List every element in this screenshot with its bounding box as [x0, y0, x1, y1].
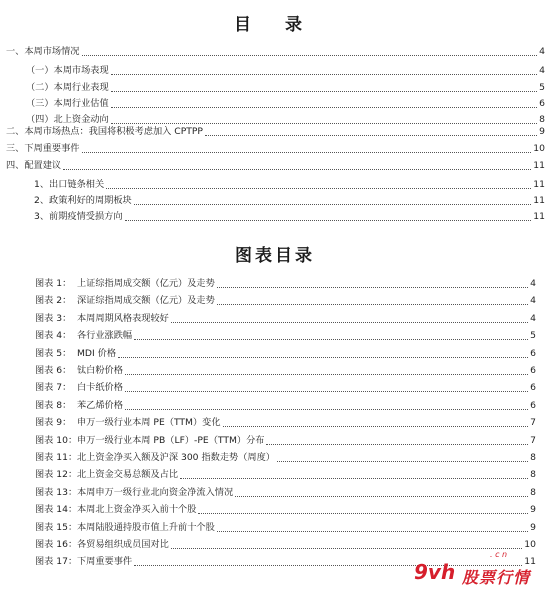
figure-entry-page: 6	[530, 399, 536, 411]
leader-dots	[111, 123, 537, 124]
figure-entry-page: 7	[530, 417, 536, 429]
toc-entry-page: 10	[533, 143, 545, 154]
figure-entry[interactable]	[35, 504, 536, 516]
figure-entry-label: MDI 价格	[77, 347, 117, 359]
leader-dots	[82, 152, 532, 153]
figure-entry[interactable]	[35, 295, 536, 307]
leader-dots	[205, 135, 537, 136]
toc-entry-label: 1、出口链条相关	[34, 179, 105, 190]
figure-entry-label: 本周陆股通持股市值上升前十个股	[77, 521, 215, 533]
leader-dots	[63, 169, 531, 170]
leader-dots	[82, 55, 538, 56]
figure-entry-page: 4	[530, 278, 536, 289]
figure-entry[interactable]	[35, 382, 536, 394]
figure-entry-page: 7	[530, 434, 536, 446]
leader-dots	[125, 391, 528, 392]
figure-entry-number: 图表 14：	[35, 504, 78, 516]
leader-dots	[223, 426, 529, 427]
figure-entry-label: 下周重要事件	[77, 556, 133, 568]
figure-entry-number: 图表 4：	[35, 330, 72, 342]
figure-entry-label: 各行业涨跌幅	[77, 330, 133, 342]
figure-entry-number: 图表 5：	[35, 347, 72, 359]
leader-dots	[125, 374, 528, 375]
figure-entry-label: 本周申万一级行业北向资金净流入情况	[77, 486, 234, 498]
leader-dots	[134, 339, 528, 340]
leader-dots	[125, 409, 528, 410]
toc-entry[interactable]	[6, 46, 545, 58]
figure-entry-number: 图表 3：	[35, 312, 72, 324]
figure-entry-page: 9	[530, 504, 536, 516]
figure-entry[interactable]	[35, 417, 536, 429]
toc-entry-page: 9	[539, 126, 545, 137]
leader-dots	[171, 322, 528, 323]
figure-entry-number: 图表 12：	[35, 469, 78, 481]
figure-entry[interactable]	[35, 487, 536, 499]
figure-entry-label: 申万一级行业本周 PB（LF）-PE（TTM）分布	[77, 434, 265, 446]
toc-entry[interactable]	[26, 114, 545, 126]
toc-entry[interactable]	[34, 195, 545, 207]
figure-entry-label: 上证综指周成交额（亿元）及走势	[77, 278, 215, 289]
toc-entry-page: 11	[533, 160, 545, 171]
figure-entry-number: 图表 9：	[35, 417, 72, 429]
leader-dots	[134, 204, 532, 205]
figure-list-title: 图表目录	[235, 246, 315, 266]
leader-dots	[235, 496, 528, 497]
figure-entry[interactable]	[35, 435, 536, 447]
figure-entry-number: 图表 10：	[35, 434, 78, 446]
figure-entry[interactable]	[35, 365, 536, 377]
watermark-text: 股票行情	[462, 568, 531, 587]
toc-entry-page: 4	[539, 65, 545, 76]
figure-entry-label: 本周周期风格表现较好	[77, 312, 169, 324]
figure-entry-number: 图表 7：	[35, 382, 72, 394]
figure-entry[interactable]	[35, 313, 536, 325]
leader-dots	[171, 548, 522, 549]
leader-dots	[125, 220, 532, 221]
leader-dots	[111, 91, 537, 92]
toc-entry-page: 11	[533, 179, 545, 190]
figure-entry-page: 6	[530, 382, 536, 394]
figure-entry[interactable]	[35, 469, 536, 481]
leader-dots	[217, 287, 528, 288]
figure-entry-label: 深证综指周成交额（亿元）及走势	[77, 295, 215, 307]
leader-dots	[111, 74, 537, 75]
leader-dots	[180, 478, 528, 479]
leader-dots	[106, 188, 531, 189]
leader-dots	[118, 357, 528, 358]
figure-entry-label: 申万一级行业本周 PE（TTM）变化	[77, 417, 221, 429]
toc-entry-label: 一、本周市场情况	[6, 46, 80, 57]
leader-dots	[217, 531, 528, 532]
figure-entry-number: 图表 6：	[35, 365, 72, 376]
figure-entry[interactable]	[35, 539, 536, 551]
figure-entry-page: 6	[530, 365, 536, 376]
toc-entry-page: 8	[539, 114, 545, 125]
toc-entry-label: 3、前期疫情受损方向	[34, 211, 123, 222]
toc-entry[interactable]	[26, 82, 545, 94]
figure-entry-page: 5	[530, 330, 536, 342]
toc-entry-label: 四、配置建议	[6, 160, 62, 171]
toc-entry-page: 5	[539, 82, 545, 93]
watermark-domain: . c n	[490, 550, 508, 559]
leader-dots	[277, 461, 528, 462]
figure-entry-page: 4	[530, 295, 536, 307]
toc-entry[interactable]	[34, 211, 545, 223]
figure-entry-number: 图表 13：	[35, 486, 78, 498]
figure-entry[interactable]	[35, 400, 536, 412]
figure-entry-page: 8	[530, 469, 536, 481]
figure-entry-label: 本周北上资金净买入前十个股	[77, 504, 197, 516]
watermark-logo: 9vh	[414, 560, 456, 584]
figure-entry[interactable]	[35, 522, 536, 534]
figure-entry[interactable]	[35, 348, 536, 360]
figure-entry-page: 8	[530, 486, 536, 498]
figure-entry-label: 苯乙烯价格	[77, 399, 123, 411]
figure-entry-number: 图表 1：	[35, 278, 72, 289]
leader-dots	[198, 513, 528, 514]
toc-entry-label: （一）本周市场表现	[26, 65, 109, 76]
figure-entry[interactable]	[35, 556, 536, 568]
toc-entry[interactable]	[26, 65, 545, 77]
leader-dots	[266, 444, 528, 445]
toc-entry-label: 三、下周重要事件	[6, 143, 80, 154]
figure-entry-label: 各贸易组织成员国对比	[77, 539, 169, 550]
figure-entry-number: 图表 17：	[35, 556, 78, 568]
toc-entry-label: （四）北上资金动向	[26, 114, 109, 125]
figure-entry-page: 11	[524, 556, 536, 568]
figure-entry-number: 图表 11：	[35, 452, 78, 463]
toc-entry[interactable]	[34, 179, 545, 191]
figure-entry-page: 9	[530, 521, 536, 533]
toc-entry-label: 二、本周市场热点：我国将积极考虑加入 CPTPP	[6, 126, 203, 137]
toc-entry-page: 4	[539, 46, 545, 57]
figure-entry-label: 白卡纸价格	[77, 382, 123, 394]
figure-entry-label: 北上资金净买入额及沪深 300 指数走势（周度）	[77, 452, 275, 463]
toc-title: 目 录	[234, 15, 316, 35]
figure-entry-page: 8	[530, 452, 536, 463]
toc-entry-page: 11	[533, 195, 545, 206]
toc-entry[interactable]	[26, 98, 545, 110]
figure-entry-page: 6	[530, 347, 536, 359]
figure-entry-label: 钛白粉价格	[77, 365, 123, 376]
toc-entry[interactable]	[6, 143, 545, 155]
figure-entry-number: 图表 15：	[35, 521, 78, 533]
figure-entry-label: 北上资金交易总额及占比	[77, 469, 179, 481]
figure-entry[interactable]	[35, 330, 536, 342]
toc-entry[interactable]	[6, 160, 545, 172]
figure-entry-page: 4	[530, 312, 536, 324]
figure-entry-number: 图表 2：	[35, 295, 72, 307]
toc-entry-page: 6	[539, 98, 545, 109]
figure-entry-page: 10	[524, 539, 536, 550]
toc-entry-label: （三）本周行业估值	[26, 98, 109, 109]
toc-entry[interactable]	[6, 126, 545, 138]
leader-dots	[111, 107, 537, 108]
toc-entry-label: （二）本周行业表现	[26, 82, 109, 93]
figure-entry-number: 图表 8：	[35, 399, 72, 411]
toc-entry-page: 11	[533, 211, 545, 222]
figure-entry[interactable]	[35, 278, 536, 290]
leader-dots	[217, 304, 528, 305]
figure-entry-number: 图表 16：	[35, 539, 78, 550]
figure-entry[interactable]	[35, 452, 536, 464]
toc-entry-label: 2、政策利好的周期板块	[34, 195, 132, 206]
